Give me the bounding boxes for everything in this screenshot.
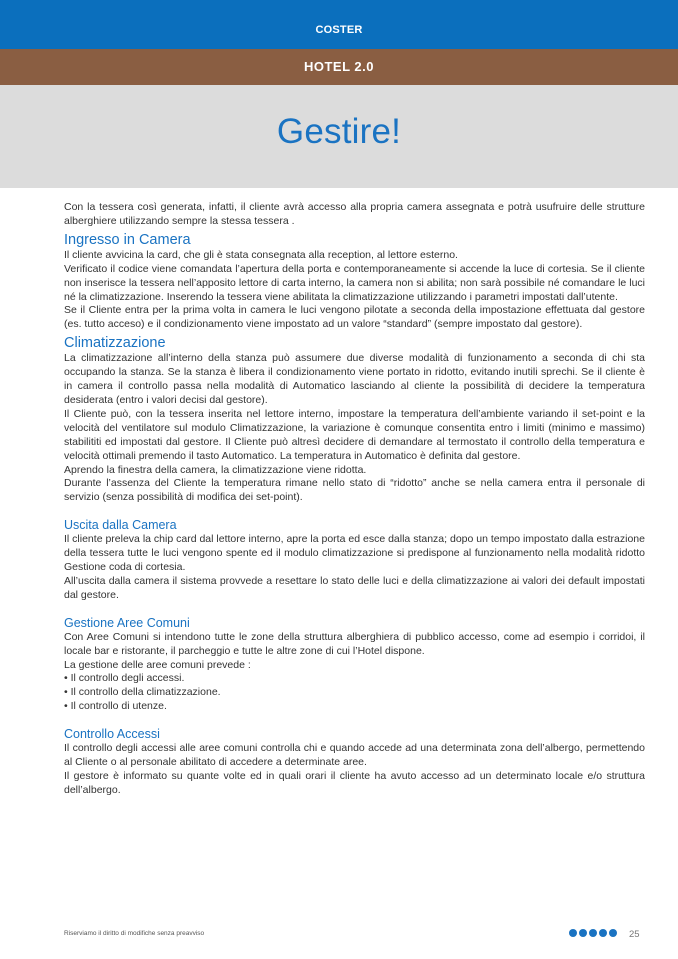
section-heading-climatizzazione: Climatizzazione <box>64 335 166 352</box>
page-number: 25 <box>629 929 640 940</box>
page-content <box>64 201 645 798</box>
uscita-paragraph-1: Il cliente preleva la chip card dal lettore interno, apre la porta ed esce dalla stanza; dopo un tempo impostato dalla estrazione della tessera tutte le luci vengono spente ed il modulo climatizzazione si predispone al funzionamento nella modalità ridotto Gestione coda di cortesia. <box>64 533 645 574</box>
dot-icon <box>589 929 597 937</box>
clima-paragraph-2: Il Cliente può, con la tessera inserita nel lettore interno, impostare la temperatura dell’ambiente variando il set-point e la velocità del ventilatore sul modulo Climatizzazione, la variazione è comunque consentita entro i limiti (minimo e massimo) stabilititi ed impostati dal gestore. Il Cliente può altresì decidere di demandare al termostato il controllo della temperatura e velocità ottimali premendo il tasto Automatico. La temperatura in Automatico è definita dal gestore. <box>64 407 645 462</box>
brand-bar <box>0 0 678 49</box>
section-heading-controllo-accessi: Controllo Accessi <box>64 727 160 742</box>
ingresso-paragraph-2: Verificato il codice viene comandata l’apertura della porta e contemporaneamente si accende la luce di cortesia. Se il cliente non inserisce la tessera nell’apposito lettore di carta interno, la camera non si abilita; non sarà possibile né comandare le luci né la climatizzazione. Inserendo la tessera viene abilitata la climatizzazione utilizzando i parametri impostati dall’utente. <box>64 262 645 303</box>
product-bar <box>0 49 678 85</box>
dot-icon <box>579 929 587 937</box>
aree-paragraph-1: Con Aree Comuni si intendono tutte le zone della struttura alberghiera di pubblico accesso, come ad esempio i corridoi, il locale bar e ristorante, il parcheggio e tutte le altre zone di cui l’Hotel dispone. <box>64 630 645 657</box>
title-band <box>0 85 678 188</box>
page-title: Gestire! <box>276 112 402 151</box>
section-heading-aree-comuni: Gestione Aree Comuni <box>64 615 190 630</box>
aree-bullet-2: • Il controllo della climatizzazione. <box>64 686 221 699</box>
ingresso-paragraph-1: Il cliente avvicina la card, che gli è stata consegnata alla reception, al lettore esterno. <box>64 248 458 261</box>
clima-paragraph-4: Durante l’assenza del Cliente la temperatura rimane nello stato di “ridotto” anche se nella camera entra il personale di servizio (senza possibilità di modifica dei set-point). <box>64 477 645 504</box>
uscita-paragraph-2: All’uscita dalla camera il sistema provvede a resettare lo stato delle luci e della climatizzazione ai valori dei default impostati dal gestore. <box>64 574 645 601</box>
clima-paragraph-1: La climatizzazione all’interno della stanza può assumere due diverse modalità di funzionamento a seconda di chi sta occupando la stanza. Se la stanza è libera il condizionamento viene portato in ridotto, evitando inutili sprechi. Se il cliente è in camera il controllo passa nella modalità di Automatico lasciando al cliente la possibilità di decidere la temperatura desiderata (entro i valori decisi dal gestore). <box>64 352 645 406</box>
aree-paragraph-2: La gestione delle aree comuni prevede : <box>64 658 251 671</box>
aree-bullet-3: • Il controllo di utenze. <box>64 700 167 713</box>
clima-paragraph-3: Aprendo la finestra della camera, la climatizzazione viene ridotta. <box>64 463 367 476</box>
dot-icon <box>599 929 607 937</box>
product-name: HOTEL 2.0 <box>303 59 374 74</box>
aree-bullet-1: • Il controllo degli accessi. <box>64 672 185 685</box>
section-heading-uscita: Uscita dalla Camera <box>64 518 177 533</box>
ingresso-paragraph-3: Se il Cliente entra per la prima volta in camera le luci vengono pilotate a seconda della impostazione effettuata dal gestore (es. tutto acceso) e il condizionamento viene impostato ad un valore “standard” (sempre impostato dal gestore). <box>64 304 645 331</box>
brand-name: COSTER <box>315 24 363 36</box>
footer-disclaimer: Riserviamo il diritto di modifiche senza preavviso <box>64 930 205 937</box>
accessi-paragraph-1: Il controllo degli accessi alle aree comuni controlla chi e quando accede ad una determinata zona dell’albergo, permettendo al Cliente o al personale abilitato di accedere a determinate aree. <box>64 742 645 769</box>
page-dots-decoration <box>569 929 619 937</box>
accessi-paragraph-2: Il gestore è informato su quante volte ed in quali orari il cliente ha avuto accesso ad un determinato locale e/o struttura dell’albergo. <box>64 770 645 796</box>
dot-icon <box>569 929 577 937</box>
section-heading-ingresso: Ingresso in Camera <box>64 231 191 248</box>
intro-paragraph: Con la tessera così generata, infatti, il cliente avrà accesso alla propria camera assegnata e potrà usufruire delle strutture alberghiere utilizzando sempre la stessa tessera . <box>64 201 645 227</box>
dot-icon <box>609 929 617 937</box>
